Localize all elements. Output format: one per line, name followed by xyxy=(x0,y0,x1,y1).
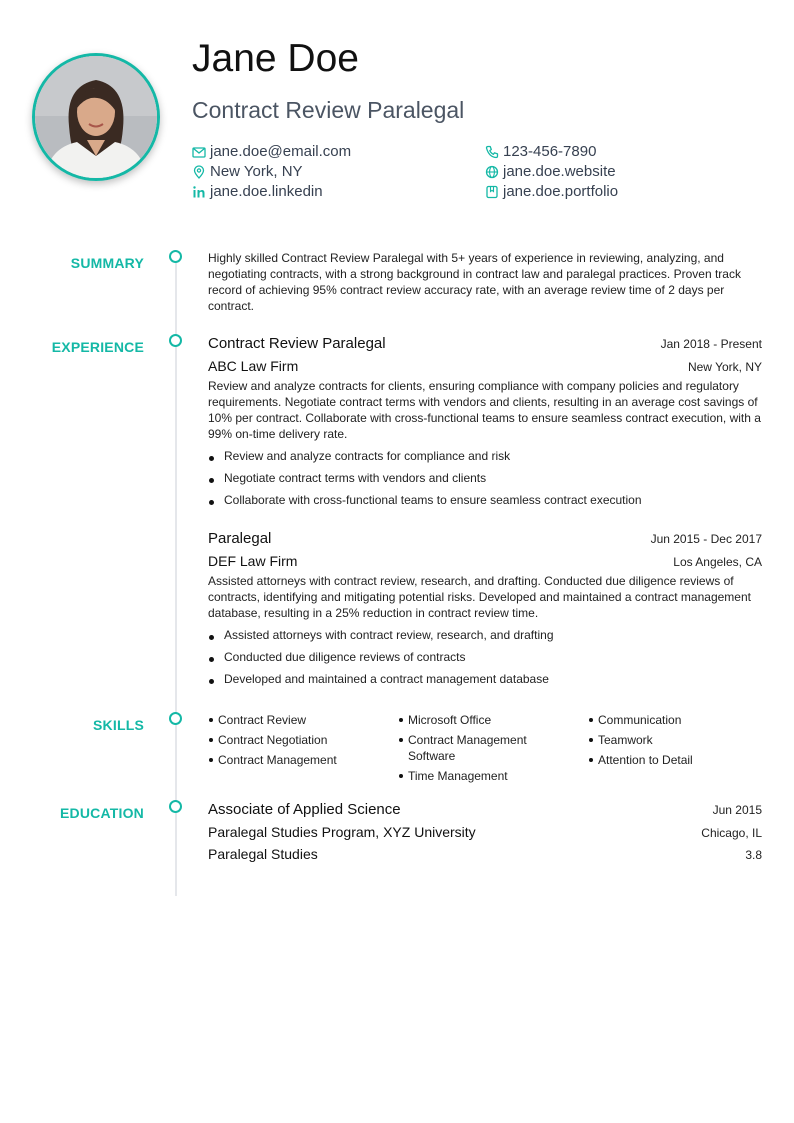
list-item: Assisted attorneys with contract review, research, and drafting xyxy=(208,627,762,643)
education-school-row xyxy=(208,824,762,840)
linkedin-icon xyxy=(192,185,206,199)
list-item: Collaborate with cross-functional teams to ensure seamless contract execution xyxy=(208,492,762,508)
experience-subheader xyxy=(208,553,762,569)
section-label-education: EDUCATION xyxy=(60,805,144,821)
timeline-dot xyxy=(169,800,182,813)
education-school: Paralegal Studies Program, XYZ University xyxy=(208,824,476,840)
education-field-row xyxy=(208,846,762,862)
education-gpa: 3.8 xyxy=(745,848,762,862)
website-text: jane.doe.website xyxy=(503,163,616,180)
experience-entry xyxy=(208,530,762,693)
skill-item: Time Management xyxy=(398,768,548,784)
portrait-icon xyxy=(35,56,157,178)
timeline-dot xyxy=(169,334,182,347)
experience-company: ABC Law Firm xyxy=(208,358,299,374)
phone-text: 123-456-7890 xyxy=(503,143,597,160)
experience-bullets xyxy=(208,627,762,687)
section-label-summary: SUMMARY xyxy=(70,255,144,271)
phone-contact[interactable] xyxy=(485,142,596,162)
skill-item: Attention to Detail xyxy=(588,752,758,768)
portfolio-contact[interactable] xyxy=(485,182,618,202)
list-item: Developed and maintained a contract management database xyxy=(208,671,762,687)
section-label-skills: SKILLS xyxy=(93,717,144,733)
linkedin-text: jane.doe.linkedin xyxy=(210,183,323,200)
skill-item: Contract Negotiation xyxy=(208,732,378,748)
portfolio-text: jane.doe.portfolio xyxy=(503,183,619,200)
education-degree: Associate of Applied Science xyxy=(208,801,401,818)
mail-icon xyxy=(192,145,206,159)
skill-item: Contract Review xyxy=(208,712,378,728)
summary-text: Highly skilled Contract Review Paralegal with 5+ years of experience in reviewing, analyzing, and negotiating contracts, with a strong background in contract law and paralegal practices. Proven track record of achieving 95% contract review accuracy rate, with an average review time of 2 days per contract. xyxy=(208,251,741,313)
map-pin-icon xyxy=(192,165,206,179)
education-location: Chicago, IL xyxy=(701,826,762,840)
skills-column xyxy=(208,712,378,772)
education-entry xyxy=(208,801,762,862)
experience-dates: Jun 2015 - Dec 2017 xyxy=(650,532,762,546)
experience-description: Review and analyze contracts for clients, ensuring compliance with company policies and regulatory requirements. Negotiate contract terms with vendors and clients, resulting in an average cost savings of 10% per contract. Collaborate with cross-functional teams to ensure seamless contract execution, with a 99% on-time delivery rate. xyxy=(208,379,761,441)
list-item: Review and analyze contracts for compliance and risk xyxy=(208,448,762,464)
email-contact[interactable] xyxy=(192,142,351,162)
linkedin-contact[interactable] xyxy=(192,182,323,202)
experience-location: New York, NY xyxy=(687,360,762,374)
experience-header xyxy=(208,335,762,352)
profile-photo xyxy=(32,53,160,181)
timeline-dot xyxy=(169,712,182,725)
education-date: Jun 2015 xyxy=(712,803,762,817)
website-contact[interactable] xyxy=(485,162,616,182)
skill-item: Contract Management xyxy=(208,752,378,768)
email-text: jane.doe@email.com xyxy=(210,143,352,160)
experience-entry xyxy=(208,335,762,514)
experience-description: Assisted attorneys with contract review, research, and drafting. Conducted due diligence reviews of contracts, identifying and mitigating potential risks. Developed and maintained a contract management database, resulting in a 25% reduction in contract review time. xyxy=(208,574,751,620)
location-contact xyxy=(192,162,303,182)
experience-subheader xyxy=(208,358,762,374)
bookmark-icon xyxy=(485,185,499,199)
candidate-name: Jane Doe xyxy=(192,37,359,80)
experience-bullets xyxy=(208,448,762,508)
skills-column xyxy=(588,712,758,772)
experience-dates: Jan 2018 - Present xyxy=(660,337,762,351)
globe-icon xyxy=(485,165,499,179)
skills-column xyxy=(398,712,548,788)
skill-item: Microsoft Office xyxy=(398,712,548,728)
skill-item: Contract Management Software xyxy=(398,732,548,764)
section-label-experience: EXPERIENCE xyxy=(51,339,144,355)
experience-role: Contract Review Paralegal xyxy=(208,335,386,352)
experience-role: Paralegal xyxy=(208,530,272,547)
location-text: New York, NY xyxy=(210,163,303,180)
experience-location: Los Angeles, CA xyxy=(673,555,762,569)
experience-company: DEF Law Firm xyxy=(208,553,298,569)
skill-item: Communication xyxy=(588,712,758,728)
education-header xyxy=(208,801,762,818)
experience-header xyxy=(208,530,762,547)
education-field: Paralegal Studies xyxy=(208,846,318,862)
phone-icon xyxy=(485,145,499,159)
job-title: Contract Review Paralegal xyxy=(192,97,465,123)
list-item: Negotiate contract terms with vendors and clients xyxy=(208,470,762,486)
timeline-dot xyxy=(169,250,182,263)
list-item: Conducted due diligence reviews of contracts xyxy=(208,649,762,665)
skill-item: Teamwork xyxy=(588,732,758,748)
